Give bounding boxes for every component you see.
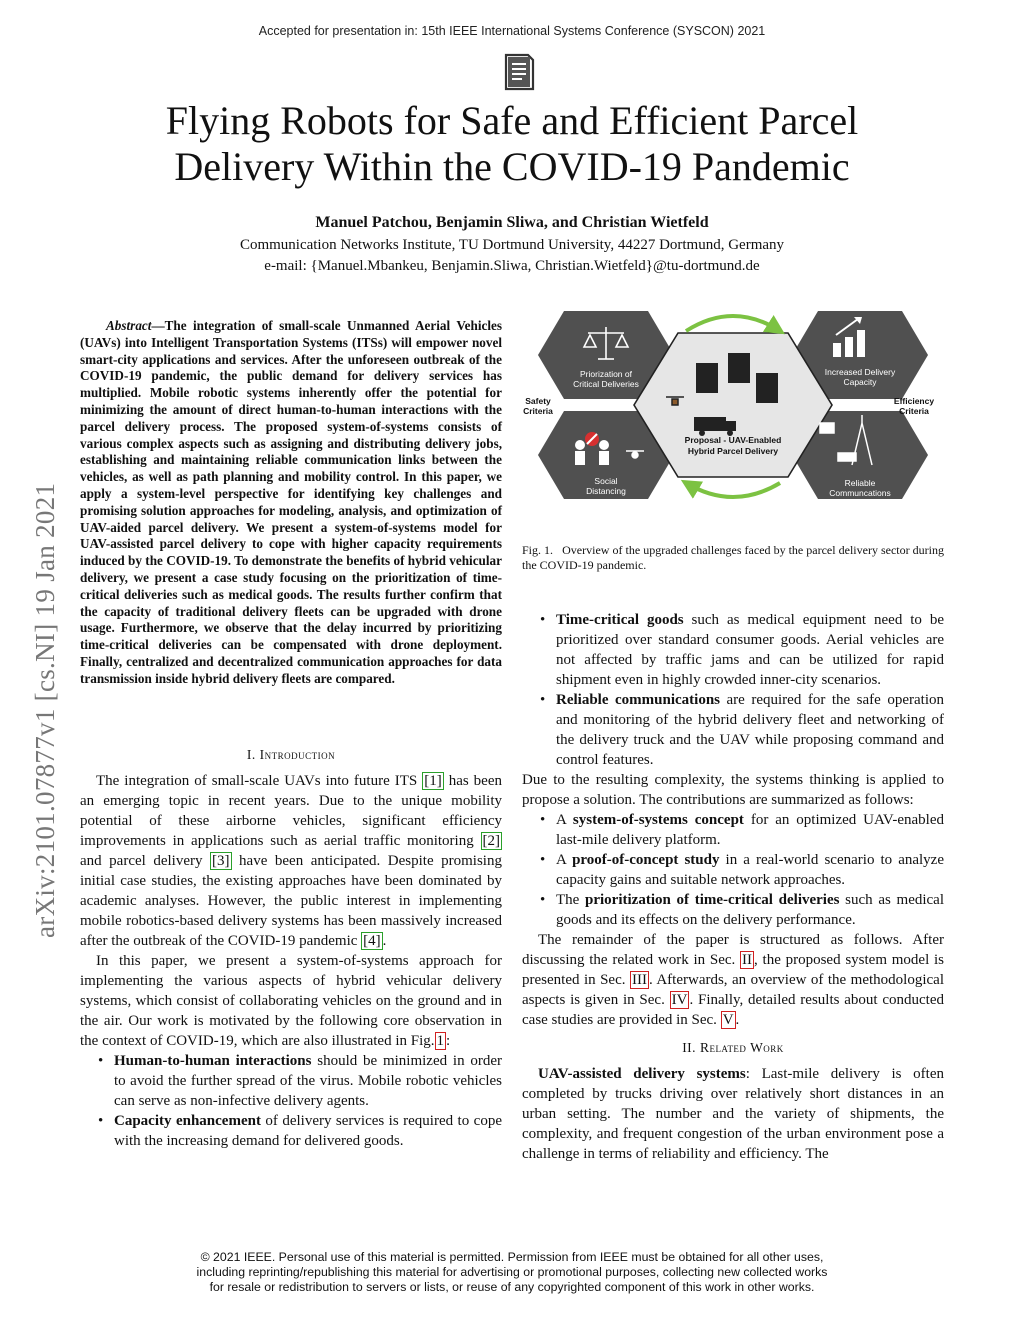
footer-line-2: including reprinting/republishing this material for advertising or promotional purposes, collecting new collected works (196, 1265, 828, 1279)
label-social-1: Social (594, 476, 618, 486)
label-proposal-1: Proposal - UAV-Enabled (684, 435, 782, 445)
list-item: • Reliable communications are required for the safe operation and monitoring of the hybrid delivery fleet and networking of the delivery truck and the UAV while proposing command and control features. (522, 690, 944, 770)
label-priorization-2: Critical Deliveries (573, 379, 639, 389)
figure-caption-text: Overview of the upgraded challenges faced by the parcel delivery sector during the COVID-19 pandemic. (522, 543, 944, 572)
title-line-1: Flying Robots for Safe and Efficient Parcel (165, 98, 859, 143)
intro-section (80, 745, 502, 1151)
label-proposal-2: Hybrid Parcel Delivery (687, 446, 779, 456)
label-priorization-1: Priorization of (580, 369, 632, 379)
footer-line-1: © 2021 IEEE. Personal use of this material is permitted. Permission from IEEE must be obtained for all other uses, (200, 1250, 824, 1264)
citation-link[interactable]: [3] (212, 853, 230, 869)
paper-title (80, 98, 944, 190)
contributions-list (522, 810, 944, 930)
intro-heading (80, 745, 502, 765)
abstract-text: —The integration of small-scale Unmanned Aerial Vehicles (UAVs) into Intelligent Transportation Systems (ITSs) will empower novel smart-city applications and services. After the unforeseen outbreak of the COVID-19 pandemic, the public demand for delivery services has multiplied. Mobile robotic systems inherently offer the potential for minimizing the amount of direct human-to-human interactions with the parcel delivery process. The proposed system-of-systems consists of various complex aspects such as assigning and distributing delivery jobs, establishing and maintaining reliable communication links between the vehicles, as well as path planning and mobility control. In this paper, we apply a system-level perspective for identifying key challenges and promising solution approaches for modeling, analysis, and optimization of UAV-aided parcel delivery. We present a system-of-systems model for UAV-assisted parcel delivery to cope with higher capacity requirements induced by the COVID-19. To demonstrate the benefits of hybrid vehicular delivery, we present a case study focusing on the prioritization of time-critical deliveries such as medical goods. The results further confirm that the capacity of traditional delivery fleets can be upgraded with drone usage. Furthermore, we observe that the delay incurred by prioritizing time-critical deliveries can be compensated with drone deployment. Finally, centralized and decentralized communication approaches for data transmission inside hybrid delivery fleets are compared. (80, 318, 502, 686)
label-safety-1: Safety (525, 396, 551, 406)
intro-paragraph-1: The integration of small-scale UAVs into future ITS [1] has been an emerging topic in recent years. Due to the unique mobility potential of these airborne vehicles, significant efficiency improvements in applications such as aerial traffic monitoring [2] and parcel delivery [3] have been anticipated. Despite promising initial case studies, the existing approaches have been dominated by academic analyses. However, the public interest in implementing mobile robotics-based delivery systems has been massively increased after the outbreak of the COVID-19 pandemic [4] . (80, 773, 503, 949)
citation-link[interactable]: [4] (363, 933, 381, 949)
authors: Manuel Patchou, Benjamin Sliwa, and Christian Wietfeld (315, 214, 709, 231)
label-capacity-1: Increased Delivery (824, 367, 896, 377)
observation-list (80, 1051, 502, 1151)
figure-1-diagram (518, 305, 948, 510)
related-paragraph: UAV-assisted delivery systems: Last-mile delivery is often completed by trucks driving over relatively short distances in an urban setting. The number and the variety of shipments, the complexity, and frequent congestion of the urban environment pose a challenge in terms of reliability and efficiency. The (522, 1066, 944, 1162)
title-line-2: Delivery Within the COVID-19 Pandemic (174, 144, 850, 189)
right-column (522, 610, 944, 1164)
email: e-mail: {Manuel.Mbankeu, Benjamin.Sliwa, Christian.Wietfeld}@tu-dortmund.de (264, 258, 760, 274)
label-safety-2: Criteria (523, 406, 553, 416)
intro-heading-text: Introduction (259, 747, 336, 762)
observation-list-continued (522, 610, 944, 770)
citation-link[interactable]: [1] (424, 773, 442, 789)
abstract-label: Abstract (106, 318, 152, 333)
citation-link[interactable]: [2] (482, 833, 500, 849)
label-reliable-2: Communcations (829, 488, 891, 498)
list-item: • Human-to-human interactions should be minimized in order to avoid the further spread of the virus. Mobile robotic vehicles can serve as non-infective delivery agents. (80, 1051, 502, 1111)
list-item: • A system-of-systems concept for an optimized UAV-enabled last-mile delivery platform. (522, 810, 944, 850)
structure-paragraph: The remainder of the paper is structured as follows. After discussing the related work in Sec. II , the proposed system model is presented in Sec. III . Afterwards, an overview of the methodological aspects is given in Sec. IV . Finally, detailed results about conducted case studies are provided in Sec. V . (522, 932, 944, 1028)
copyright-footer (0, 1250, 1024, 1295)
figure-caption (522, 543, 944, 573)
intro-heading-num: I. (246, 747, 256, 762)
label-efficiency-1: Efficiency (893, 396, 935, 406)
list-item: • Time-critical goods such as medical equipment need to be prioritized over standard consumer goods. Aerial vehicles are not affected by traffic jams and can be utilized for rapid shipment even in highly crowded inner-city scenarios. (522, 610, 944, 690)
abstract (80, 318, 502, 688)
list-item: • Capacity enhancement of delivery services is required to cope with the increasing demand for delivered goods. (80, 1111, 502, 1151)
arrow-bottom (686, 483, 780, 497)
label-capacity-2: Capacity (843, 377, 877, 387)
related-work-heading (522, 1038, 944, 1058)
label-reliable-1: Reliable (844, 478, 876, 488)
related-heading-text: Related Work (699, 1040, 784, 1055)
figure-link[interactable]: 1 (436, 1033, 445, 1049)
arrow-top (686, 316, 780, 331)
figure-caption-label: Fig. 1. (522, 543, 554, 557)
section-link[interactable]: III (631, 972, 647, 988)
section-link[interactable]: V (722, 1012, 734, 1028)
affiliation: Communication Networks Institute, TU Dortmund University, 44227 Dortmund, Germany (239, 237, 785, 253)
section-link[interactable]: IV (671, 992, 688, 1008)
document-icon[interactable] (498, 52, 538, 92)
conference-note: Accepted for presentation in: 15th IEEE International Systems Conference (SYSCON) 2021 (258, 24, 766, 38)
footer-line-3: for resale or redistribution to servers or lists, or reuse of any copyrighted component of this work in other works. (209, 1280, 815, 1294)
contributions-intro: Due to the resulting complexity, the systems thinking is applied to propose a solution. The contributions are summarized as follows: (522, 772, 944, 808)
section-link[interactable]: II (742, 952, 753, 968)
intro-paragraph-2: In this paper, we present a system-of-systems approach for implementing the various aspects of hybrid vehicular delivery systems, which consist of collaborating vehicles on the ground and in the air. Our work is motivated by the following core observation in the context of COVID-19, which are also illustrated in Fig. 1 : (80, 953, 502, 1049)
related-heading-num: II. (682, 1040, 697, 1055)
label-social-2: Distancing (586, 486, 626, 496)
list-item: • A proof-of-concept study in a real-world scenario to analyze capacity gains and suitable network approaches. (522, 850, 944, 890)
label-efficiency-2: Criteria (899, 406, 929, 416)
list-item: • The prioritization of time-critical deliveries such as medical goods and its effects on the delivery performance. (522, 890, 944, 930)
arxiv-identifier: arXiv:2101.07877v1 [cs.NI] 19 Jan 2021 (30, 482, 60, 938)
